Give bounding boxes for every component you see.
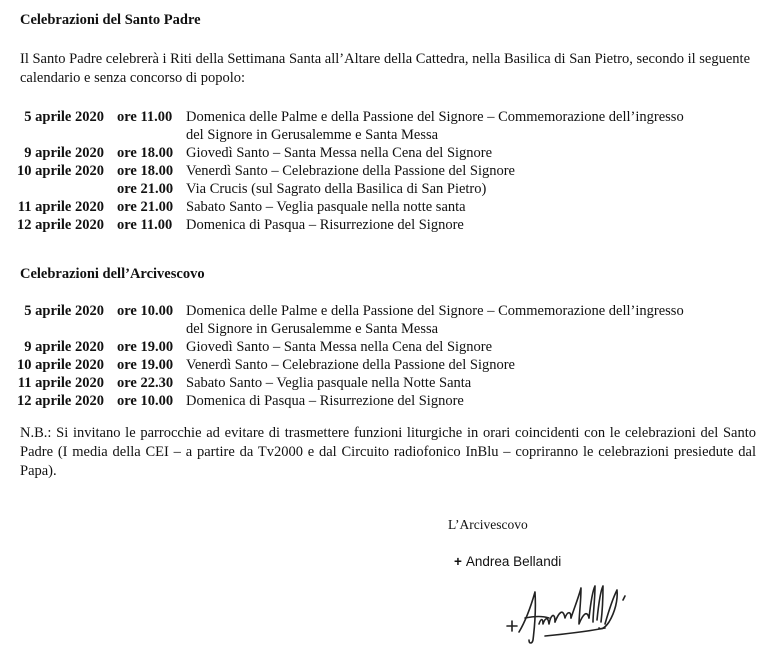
schedule-date: 11 aprile 2020 — [17, 375, 104, 391]
schedule-description: Domenica delle Palme e della Passione del Signore – Commemorazione dell’ingresso — [186, 303, 684, 319]
signatory-name: Andrea Bellandi — [465, 554, 562, 569]
schedule-row — [0, 374, 768, 392]
schedule-date: 5 aprile 2020 — [24, 303, 104, 319]
schedule-description-continued: del Signore in Gerusalemme e Santa Messa — [186, 127, 439, 143]
schedule-description: Giovedì Santo – Santa Messa nella Cena del Signore — [186, 145, 493, 161]
schedule-row — [0, 216, 768, 234]
schedule-date: 10 aprile 2020 — [17, 163, 104, 179]
schedule-date: 10 aprile 2020 — [17, 357, 104, 373]
schedule-description: Venerdì Santo – Celebrazione della Passione del Signore — [186, 357, 515, 373]
schedule-row-continuation — [0, 320, 768, 338]
schedule-row — [0, 180, 768, 198]
section-heading-arcivescovo: Celebrazioni dell’Arcivescovo — [20, 266, 205, 282]
schedule-description-continued: del Signore in Gerusalemme e Santa Messa — [186, 321, 439, 337]
schedule-time: ore 22.30 — [117, 375, 174, 391]
schedule-time: ore 10.00 — [117, 303, 174, 319]
schedule-row — [0, 144, 768, 162]
schedule-row — [0, 338, 768, 356]
schedule-description: Via Crucis (sul Sagrato della Basilica di San Pietro) — [186, 181, 487, 197]
handwritten-signature — [505, 578, 645, 648]
schedule-date: 9 aprile 2020 — [24, 145, 104, 161]
schedule-description: Giovedì Santo – Santa Messa nella Cena del Signore — [186, 339, 493, 355]
schedule-date: 12 aprile 2020 — [17, 393, 104, 409]
schedule-row — [0, 162, 768, 180]
schedule-description: Venerdì Santo – Celebrazione della Passione del Signore — [186, 163, 515, 179]
schedule-row — [0, 108, 768, 126]
schedule-row — [0, 198, 768, 216]
cross-icon: + — [454, 554, 462, 569]
schedule-row — [0, 302, 768, 320]
intro-paragraph: Il Santo Padre celebrerà i Riti della Settimana Santa all’Altare della Cattedra, nella Basilica di San Pietro, secondo il seguente calendario e senza concorso di popolo: — [20, 51, 750, 86]
schedule-time: ore 21.00 — [117, 181, 174, 197]
schedule-row — [0, 392, 768, 410]
schedule-date: 5 aprile 2020 — [24, 109, 104, 125]
schedule-time: ore 19.00 — [117, 357, 174, 373]
schedule-date: 9 aprile 2020 — [24, 339, 104, 355]
signatory-role: L’Arcivescovo — [448, 517, 528, 532]
schedule-time: ore 11.00 — [117, 109, 173, 125]
schedule-time: ore 11.00 — [117, 217, 173, 233]
note-paragraph: N.B.: Si invitano le parrocchie ad evitare di trasmettere funzioni liturgiche in orari coincidenti con le celebrazioni del Santo Padre (I media della CEI – a partire da Tv2000 e dal Circuito radiofonico InBlu – copriranno le celebrazioni presiedute dal Papa). — [20, 425, 756, 479]
schedule-row — [0, 356, 768, 374]
schedule-time: ore 18.00 — [117, 163, 174, 179]
schedule-description: Domenica di Pasqua – Risurrezione del Signore — [186, 393, 464, 409]
schedule-time: ore 18.00 — [117, 145, 174, 161]
schedule-time: ore 19.00 — [117, 339, 174, 355]
schedule-time: ore 21.00 — [117, 199, 174, 215]
schedule-description: Domenica delle Palme e della Passione del Signore – Commemorazione dell’ingresso — [186, 109, 684, 125]
schedule-description: Domenica di Pasqua – Risurrezione del Signore — [186, 217, 464, 233]
signatory-name-line — [454, 554, 561, 569]
schedule-date: 11 aprile 2020 — [17, 199, 104, 215]
schedule-row-continuation — [0, 126, 768, 144]
schedule-time: ore 10.00 — [117, 393, 174, 409]
section-heading-santo-padre: Celebrazioni del Santo Padre — [20, 12, 201, 28]
schedule-description: Sabato Santo – Veglia pasquale nella notte santa — [186, 199, 466, 215]
schedule-date: 12 aprile 2020 — [17, 217, 104, 233]
schedule-description: Sabato Santo – Veglia pasquale nella Notte Santa — [186, 375, 472, 391]
